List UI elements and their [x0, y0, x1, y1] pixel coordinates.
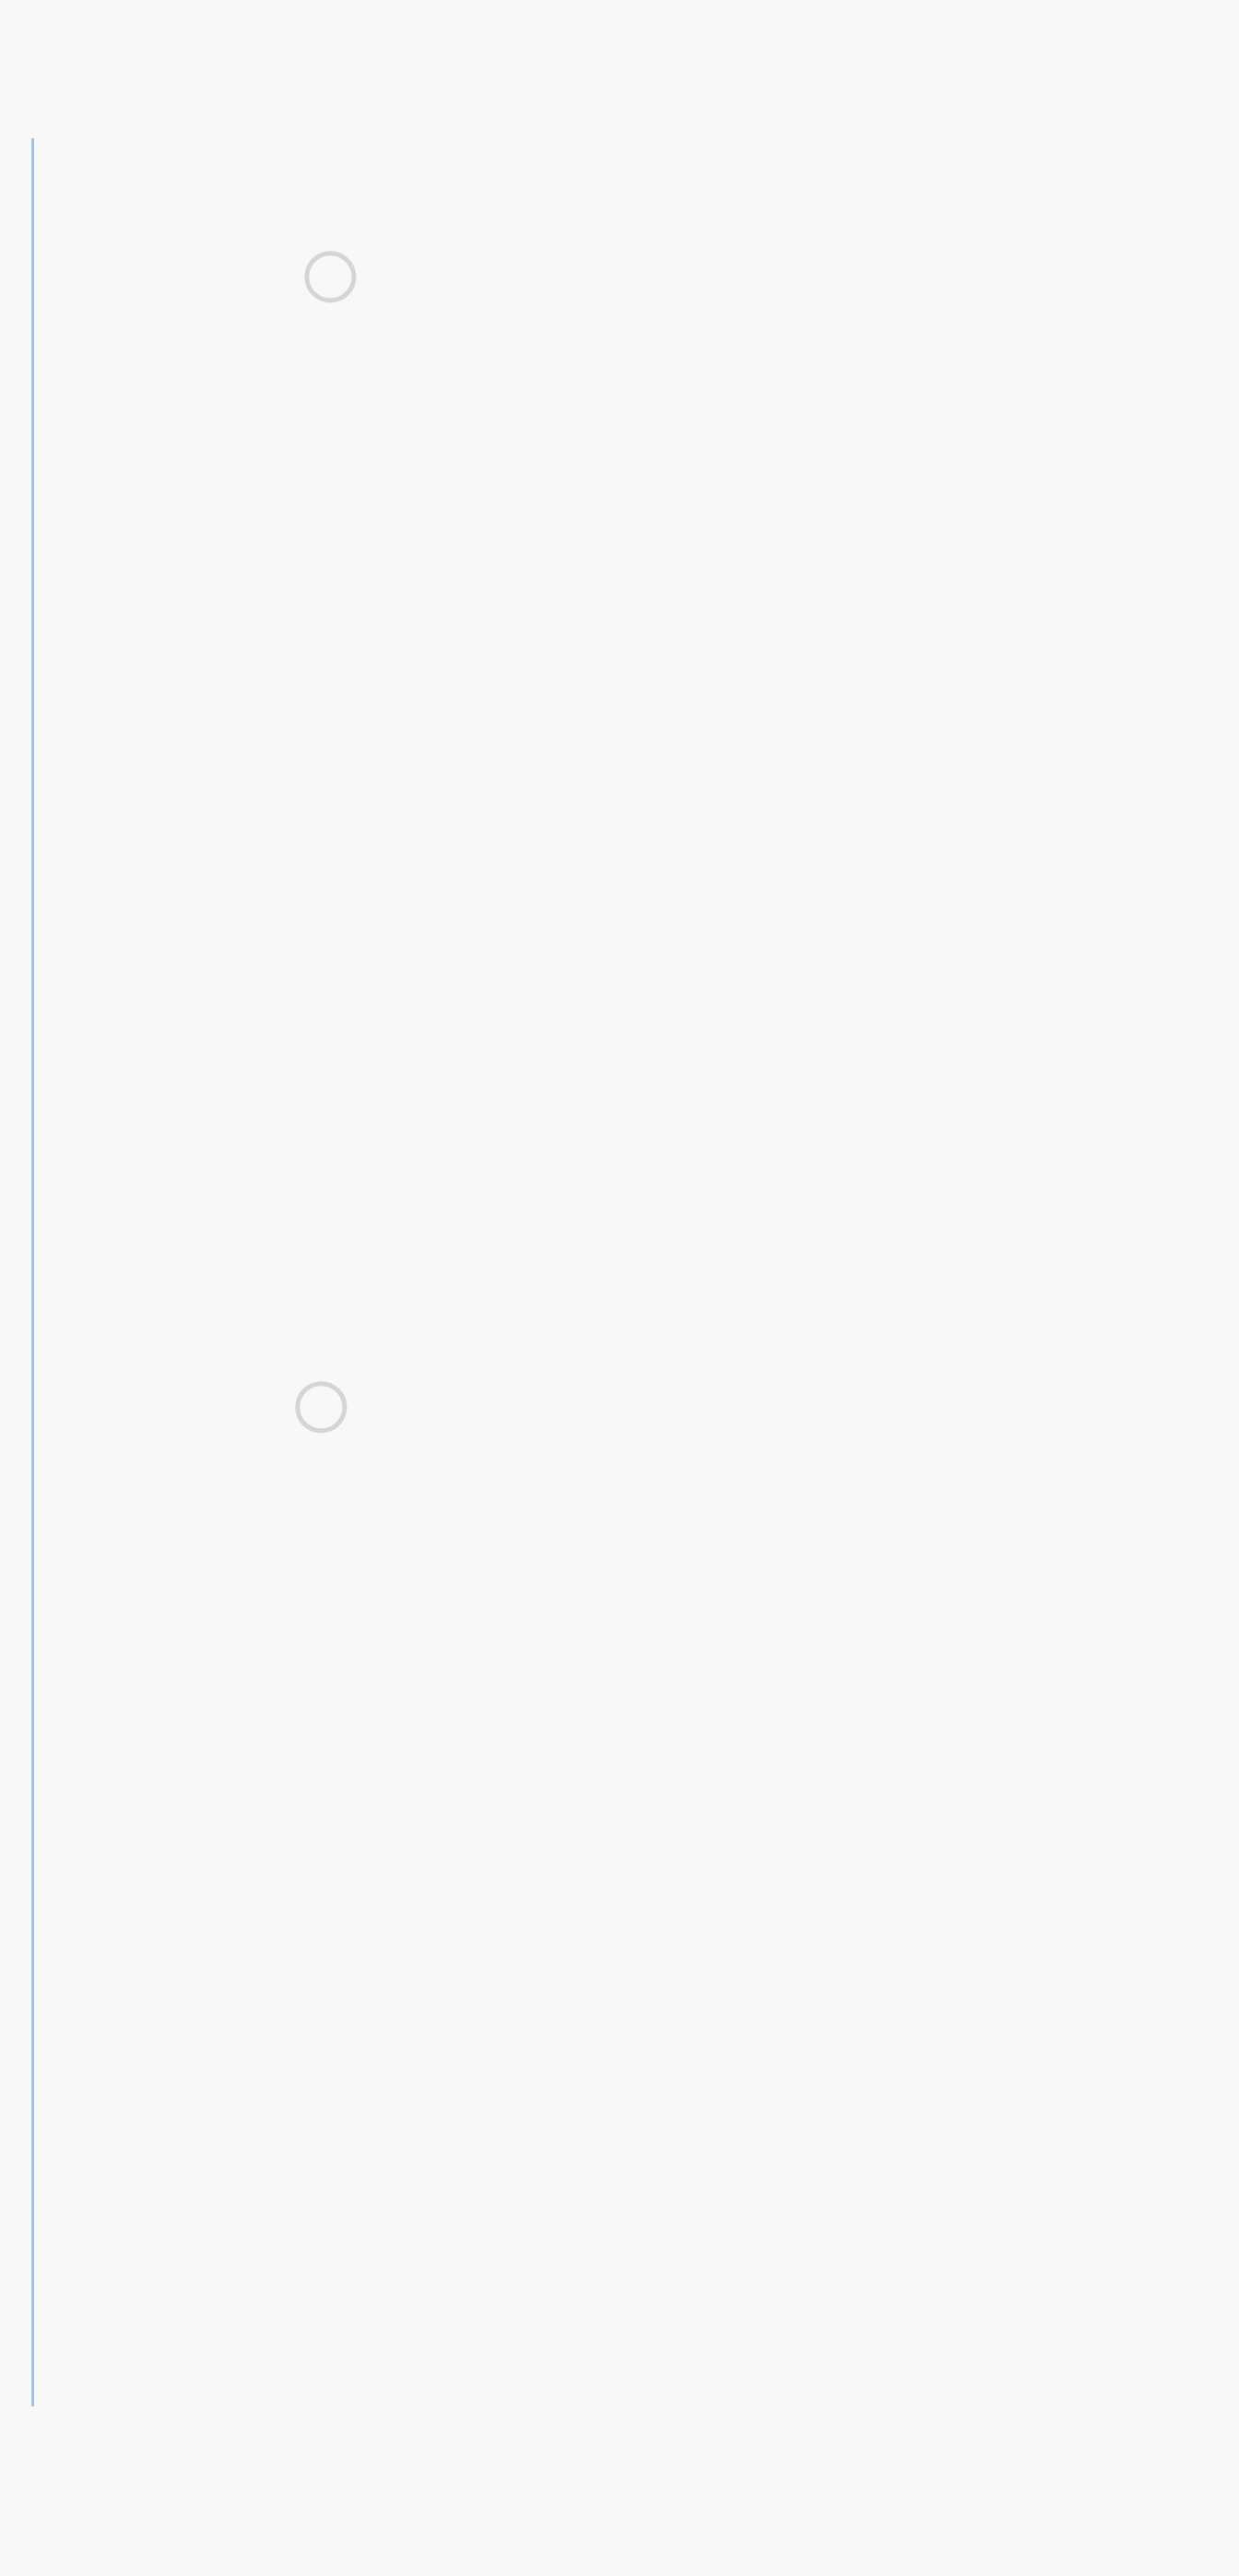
- margin-rule: [31, 138, 34, 2406]
- watermark-logo-icon: [293, 1379, 350, 1436]
- watermark: [292, 1369, 356, 1439]
- watermark: [301, 239, 365, 309]
- watermark-logo-icon: [302, 249, 360, 306]
